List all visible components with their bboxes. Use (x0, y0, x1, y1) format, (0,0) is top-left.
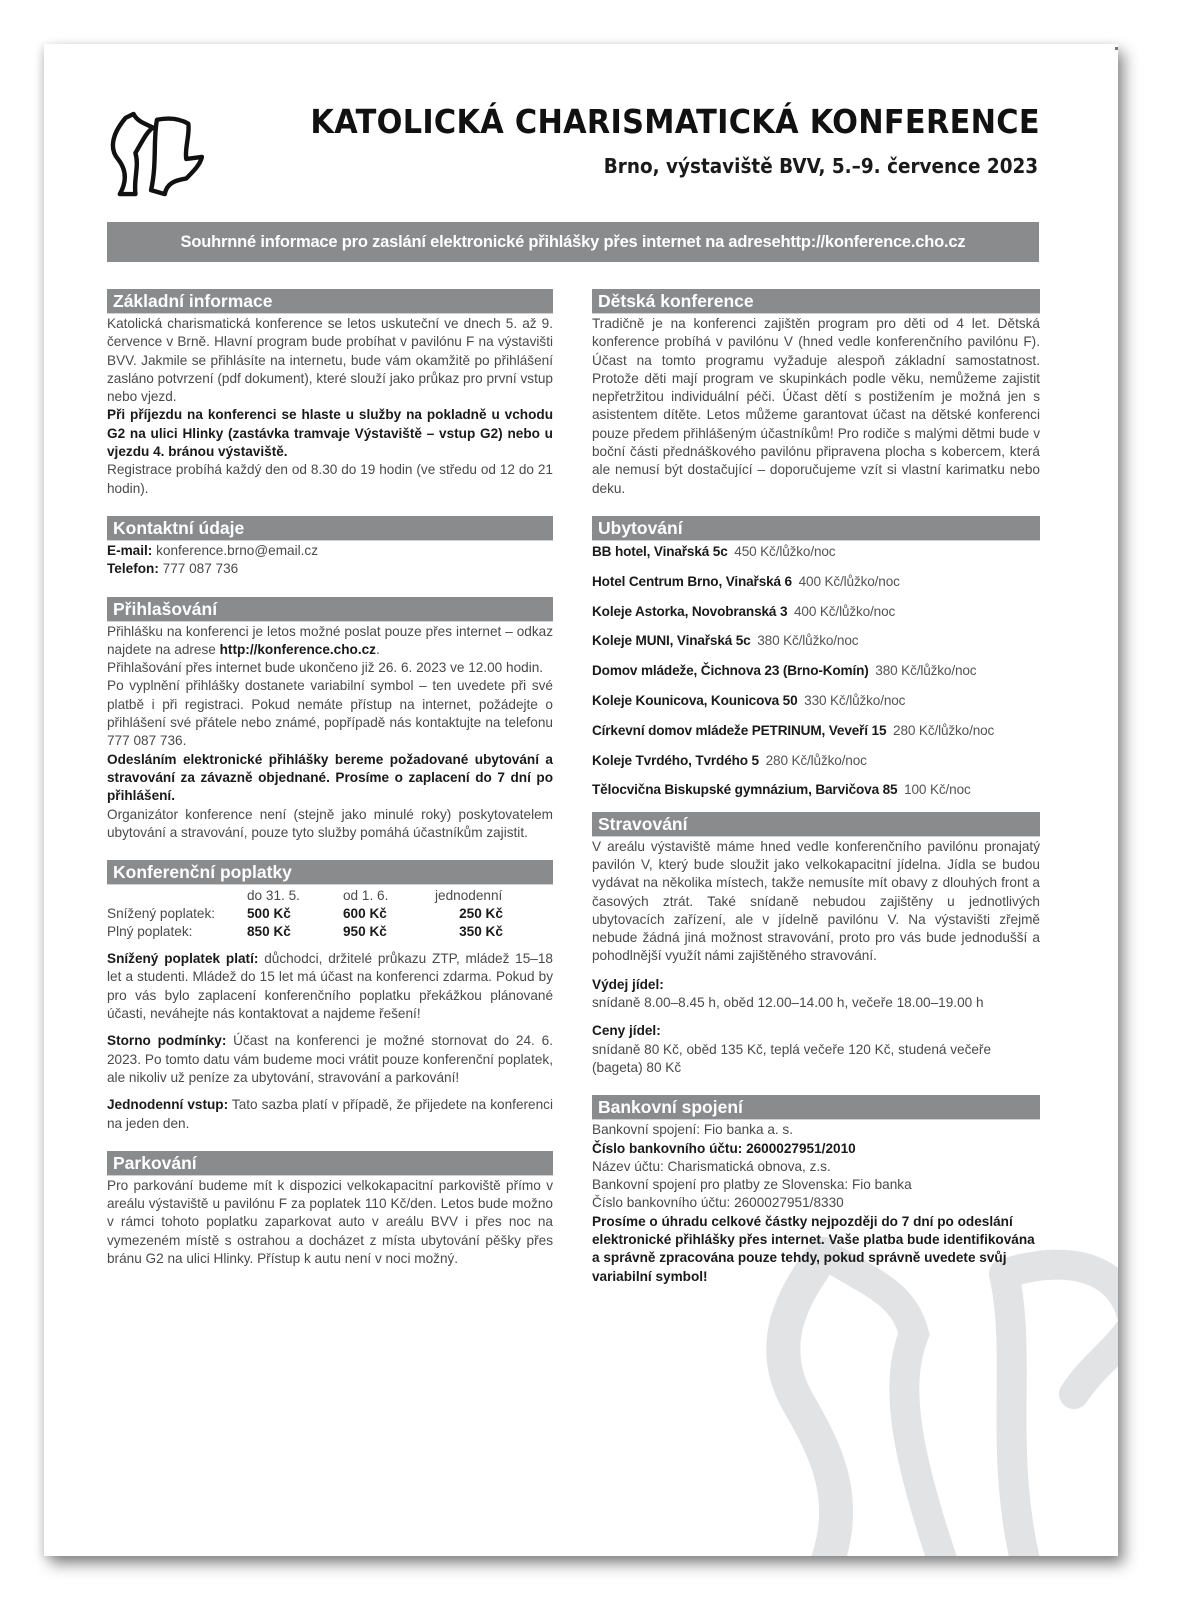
fees-row (107, 905, 527, 923)
accommodation-name: Koleje MUNI, Vinařská 5c (592, 633, 751, 649)
text: . (375, 641, 380, 657)
section-konferencni-poplatky (107, 860, 553, 1133)
bank-line: Bankovní spojení pro platby ze Slovenska: Fio banka (592, 1177, 912, 1193)
paragraph-bold: Odesláním elektronické přihlášky bereme požadované ubytování a stravování za závazně objednané. Prosíme o zaplacení do 7 dní po přihlášení. (107, 751, 553, 804)
accommodation-name: Koleje Kounicova, Kounicova 50 (592, 692, 798, 708)
paragraph: Po vyplnění přihlášky dostanete variabilní symbol – ten uvedete při své platbě i při registraci. Pokud nemáte přístup na internet, požádejte o přihlášení své přátele nebo známé, popřípadě nás kontaktujte na telefonu 777 087 736. (107, 678, 553, 749)
paragraph: Přihlašování přes internet bude ukončeno již 26. 6. 2023 ve 12.00 hodin. (107, 660, 544, 676)
section-heading: Parkování (107, 1151, 553, 1176)
section-zakladni-informace (107, 289, 553, 498)
accommodation-item (592, 603, 1040, 621)
accommodation-name: Tělocvična Biskupské gymnázium, Barvičova 85 (592, 782, 898, 798)
paragraph: Organizátor konference není (stejně jako minulé roky) poskytovatelem ubytování a stravování, pouze tyto služby pomáhá účastníkům zajistit. (107, 806, 553, 840)
section-heading: Bankovní spojení (592, 1095, 1040, 1120)
fees-value: 950 Kč (343, 924, 387, 940)
left-column (107, 289, 553, 1286)
ceny-label: Ceny jídel: (592, 1023, 661, 1039)
accommodation-price: 280 Kč/lůžko/noc (893, 722, 995, 738)
accommodation-item (592, 662, 1040, 680)
accommodation-item (592, 722, 1040, 740)
paragraph: Katolická charismatická konference se letos uskuteční ve dnech 5. až 9. července v Brně. Hlavní program bude probíhat v pavilónu F na výstavišti BVV. Jakmile se přihlásíte na internetu, bude vám okamžitě po přihlášení zasláno potvrzení (pdf dokument), které slouží jako průkaz pro první vstup nebo vjezd. (107, 316, 553, 405)
accommodation-name: Hotel Centrum Brno, Vinařská 6 (592, 573, 792, 589)
bank-account-main: Číslo bankovního účtu: 2600027951/2010 (592, 1140, 856, 1156)
fees-col-header (107, 887, 247, 905)
section-heading: Kontaktní údaje (107, 516, 553, 541)
document-page (44, 44, 1118, 1556)
email-label: E-mail: (107, 542, 153, 558)
bank-line: Číslo bankovního účtu: 2600027951/8330 (592, 1195, 844, 1211)
text: Tato sazba platí v případě, že přijedete na konferenci na jeden den. (107, 1097, 553, 1131)
fees-value: 250 Kč (459, 906, 503, 922)
accommodation-item (592, 752, 1040, 770)
section-heading: Ubytování (592, 516, 1040, 541)
fees-row-label: Snížený poplatek: (107, 906, 216, 922)
banner-link[interactable]: http://konference.cho.cz (780, 232, 966, 251)
paragraph-bold: Při příjezdu na konferenci se hlaste u služby na pokladně u vchodu G2 na ulici Hlinky (zastávka tramvaje Výstaviště – vstup G2) nebo u vjezdu 4. bránou výstaviště. (107, 407, 553, 460)
accommodation-item (592, 632, 1040, 650)
fees-col-header: jednodenní (435, 888, 503, 904)
page-subtitle: Brno, výstaviště BVV, 5.–9. července 2023 (603, 154, 1038, 178)
section-parkovani (107, 1151, 553, 1268)
bank-line: Bankovní spojení: Fio banka a. s. (592, 1122, 794, 1138)
paragraph (107, 1096, 553, 1133)
banner-text: Souhrnné informace pro zaslání elektronické přihlášky přes internet na adrese (180, 232, 781, 251)
paragraph (107, 623, 553, 660)
accommodation-price: 280 Kč/lůžko/noc (765, 752, 867, 768)
fees-col-header: do 31. 5. (247, 888, 300, 904)
paragraph: Registrace probíhá každý den od 8.30 do 19 hodin (ve středu od 12 do 21 hodin). (107, 462, 553, 496)
section-prihlasovani (107, 597, 553, 843)
ccr-dove-logo-icon (106, 110, 204, 198)
registration-link[interactable]: http://konference.cho.cz (219, 641, 376, 657)
accommodation-price: 380 Kč/lůžko/noc (757, 633, 859, 649)
accommodation-price: 400 Kč/lůžko/noc (794, 603, 896, 619)
phone-value: 777 087 736 (162, 561, 239, 577)
fees-col-header: od 1. 6. (343, 888, 389, 904)
paragraph: Pro parkování budeme mít k dispozici velkokapacitní parkoviště přímo v areálu výstaviště u pavilónu F za poplatek 110 Kč/den. Letos bude možno v rámci tohoto poplatku zaparkovat auto v areálu BVV i přes noc na vymezeném místě s ostrahou a docházet z místa ubytování pěšky přes bránu G2 na ulici Hlinky. Přístup k autu není v noci možný. (107, 1177, 553, 1266)
accommodation-price: 400 Kč/lůžko/noc (798, 573, 900, 589)
accommodation-price: 450 Kč/lůžko/noc (734, 543, 836, 559)
accommodation-price: 330 Kč/lůžko/noc (804, 692, 906, 708)
paragraph (107, 1032, 553, 1087)
accommodation-list (592, 543, 1040, 800)
section-heading: Dětská konference (592, 289, 1040, 314)
section-stravovani (592, 812, 1040, 1078)
email-value[interactable]: konference.brno@email.cz (156, 542, 319, 558)
accommodation-price: 100 Kč/noc (904, 782, 971, 798)
accommodation-name: Domov mládeže, Čichnova 23 (Brno-Komín) (592, 663, 869, 679)
page-title: KATOLICKÁ CHARISMATICKÁ KONFERENCE (310, 102, 1040, 141)
section-heading: Stravování (592, 812, 1040, 837)
fees-value: 500 Kč (247, 906, 291, 922)
paragraph: V areálu výstaviště máme hned vedle konferenčního pavilónu pronajatý pavilón V, který bude sloužit jako velkokapacitní jídelna. Jídla se budou vydávat na několika místech, takže nemusíte mít obavy z dlouhých front a časových ztrát. Také snídaně nebudou zajištěny u jednotlivých ubytovacích zařízení, ale v jídelně pavilónu V. Na výstavišti zřejmě nebude žádná jiná možnost stravování, proto pro vás bude jednodušší a pohodlnější využít námi zajištěného stravování. (592, 838, 1040, 964)
fees-value: 850 Kč (247, 924, 291, 940)
section-bankovni-spojeni (592, 1095, 1040, 1286)
fees-value: 350 Kč (459, 924, 503, 940)
fees-value: 600 Kč (343, 906, 387, 922)
accommodation-price: 380 Kč/lůžko/noc (875, 663, 977, 679)
accommodation-item (592, 573, 1040, 591)
fees-row (107, 923, 527, 941)
section-kontaktni-udaje (107, 516, 553, 579)
text: Přihlášku na konferenci je letos možné poslat pouze přes internet – odkaz najdete na adrese (107, 623, 553, 657)
accommodation-item (592, 781, 1040, 799)
snizeny-label: Snížený poplatek platí: (107, 951, 259, 967)
paragraph (107, 950, 553, 1023)
fees-row-label: Plný poplatek: (107, 924, 193, 940)
payment-note: Prosíme o úhradu celkové částky nejpozději do 7 dní po odeslání elektronické přihlášky přes internet. Vaše platba bude identifikována a správně zpracována pouze tehdy, pokud správně uvedete svůj variabilní symbol! (592, 1213, 1035, 1284)
jednodenni-label: Jednodenní vstup: (107, 1097, 229, 1113)
section-heading: Základní informace (107, 289, 553, 314)
section-heading: Konferenční poplatky (107, 860, 553, 885)
text: důchodci, držitelé průkazu ZTP, mládež 15–18 let a studenti. Mládež do 15 let má účast na konferenci zdarma. Pokud by pro vás bylo zaplacení konferenčního poplatku překážkou plánované účasti, neváhejte nás kontaktovat a najdeme řešení! (107, 951, 553, 1022)
contact-email-row (107, 542, 553, 560)
page-corner-mark (1115, 47, 1118, 50)
accommodation-name: BB hotel, Vinařská 5c (592, 543, 728, 559)
storno-label: Storno podmínky: (107, 1033, 227, 1049)
accommodation-item (592, 692, 1040, 710)
accommodation-name: Koleje Tvrdého, Tvrdého 5 (592, 752, 759, 768)
vydej-text: snídaně 8.00–8.45 h, oběd 12.00–14.00 h, večeře 18.00–19.00 h (592, 995, 984, 1011)
section-ubytovani (592, 516, 1040, 800)
vydej-label: Výdej jídel: (592, 976, 664, 992)
bank-line: Název účtu: Charismatická obnova, z.s. (592, 1158, 831, 1174)
section-heading: Přihlašování (107, 597, 553, 622)
ceny-text: snídaně 80 Kč, oběd 135 Kč, teplá večeře 120 Kč, studená večeře (bageta) 80 Kč (592, 1041, 992, 1075)
info-banner (107, 222, 1039, 262)
paragraph: Tradičně je na konferenci zajištěn program pro děti od 4 let. Dětská konference probíhá v pavilónu V (hned vedle konferenčního pavilónu F). Účast na tomto programu vyžaduje alespoň základní samostatnost. Protože děti mají program ve skupinkách podle věku, nemůžeme zajistit nepřetržitou individuální péči. Účast dětí s postižením je možná jen s asistentem dítěte. Letos můžeme garantovat účast na dětské konferenci pouze předem přihlášeným účastníkům! Pro rodiče s malými dětmi bude v boční části přednáškového pavilónu připravena plocha s kobercem, která ale nemusí být dostačující – doporučujeme vzít si vlastní karimatku nebo deku. (592, 316, 1040, 496)
section-detska-konference (592, 289, 1040, 498)
phone-label: Telefon: (107, 561, 159, 577)
contact-phone-row (107, 560, 553, 578)
accommodation-name: Církevní domov mládeže PETRINUM, Veveří 15 (592, 722, 887, 738)
fees-header-row (107, 887, 527, 905)
fees-table (107, 887, 553, 941)
right-column (592, 289, 1040, 1304)
accommodation-name: Koleje Astorka, Novobranská 3 (592, 603, 788, 619)
text: Účast na konferenci je možné stornovat do 24. 6. 2023. Po tomto datu vám budeme moci vrátit pouze konferenční poplatek, ale nikoliv už peníze za ubytování, stravování a parkování! (107, 1033, 553, 1085)
accommodation-item (592, 543, 1040, 561)
